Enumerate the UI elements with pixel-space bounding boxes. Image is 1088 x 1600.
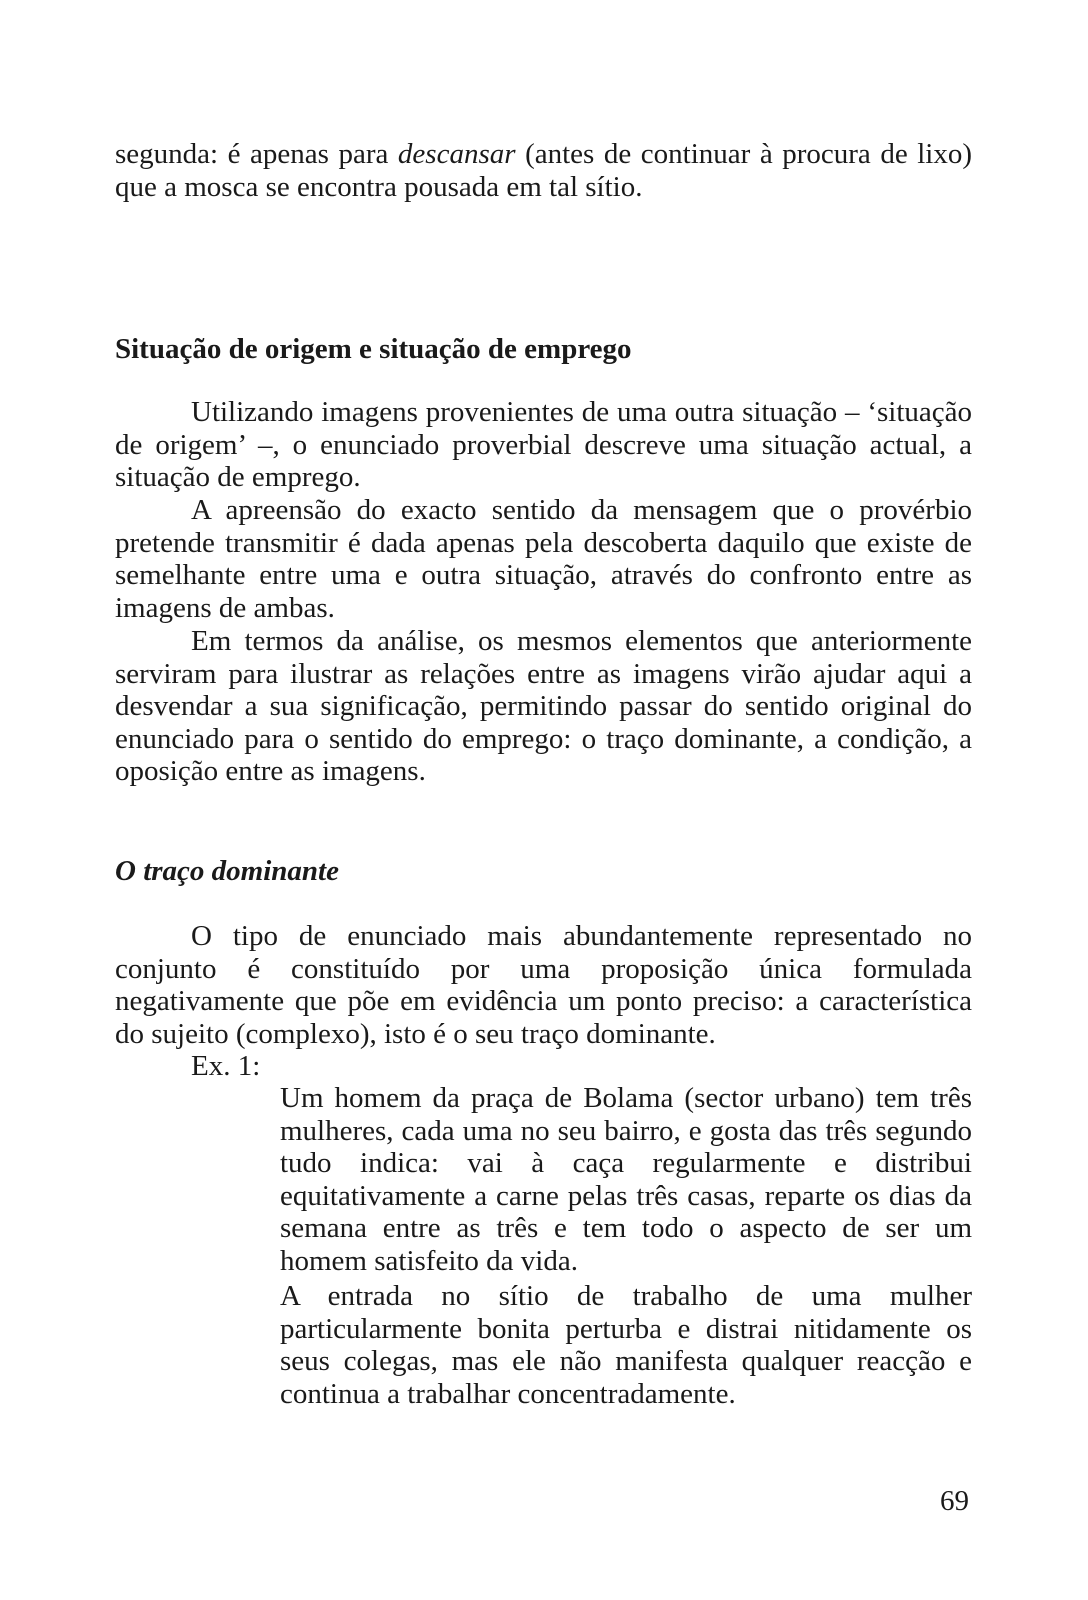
example-label: Ex. 1:: [191, 1050, 261, 1082]
continuation-text-start: segunda: é apenas para: [115, 138, 398, 170]
emphasized-word: descansar: [397, 138, 516, 170]
continuation-paragraph: [115, 138, 972, 203]
page-number: 69: [940, 1485, 969, 1517]
example-paragraph-1: Um homem da praça de Bolama (sector urbano) tem três mulheres, cada uma no seu bairro, e gosta das três segundo tudo indica: vai à caça regularmente e distribui equitativamente a carne pelas três casas, reparte os dias da semana entre as três e tem todo o aspecto de ser um homem satisfeito da vida.: [280, 1082, 972, 1277]
section-paragraph-3: Em termos da análise, os mesmos elementos que anteriormente serviram para ilustrar as relações entre as imagens virão ajudar aqui a desvendar a sua significação, permitindo passar do sentido original do enunciado para o sentido do emprego: o traço dominante, a condição, a oposição entre as imagens.: [115, 625, 972, 787]
subsection-heading: O traço dominante: [115, 855, 339, 887]
section-paragraph-1: Utilizando imagens provenientes de uma outra situação – ‘situação de origem’ –, o enunciado proverbial descreve uma situação actual, a situação de emprego.: [115, 396, 972, 493]
section-paragraph-2: A apreensão do exacto sentido da mensagem que o provérbio pretende transmitir é dada apenas pela descoberta daquilo que existe de semelhante entre uma e outra situação, através do confronto entre as imagens de ambas.: [115, 494, 972, 624]
example-paragraph-2: A entrada no sítio de trabalho de uma mulher particularmente bonita perturba e distrai nitidamente os seus colegas, mas ele não manifesta qualquer reacção e continua a trabalhar concentradamente.: [280, 1280, 972, 1410]
continuation-text-end: (antes de continuar à procura de lixo) que a mosca se encontra pousada em tal sítio.: [115, 138, 973, 203]
subsection-paragraph: O tipo de enunciado mais abundantemente representado no conjunto é constituído por uma proposição única formulada negativamente que põe em evidência um ponto preciso: a característica do sujeito (complexo), isto é o seu traço dominante.: [115, 920, 972, 1050]
section-heading: Situação de origem e situação de emprego: [115, 333, 632, 365]
